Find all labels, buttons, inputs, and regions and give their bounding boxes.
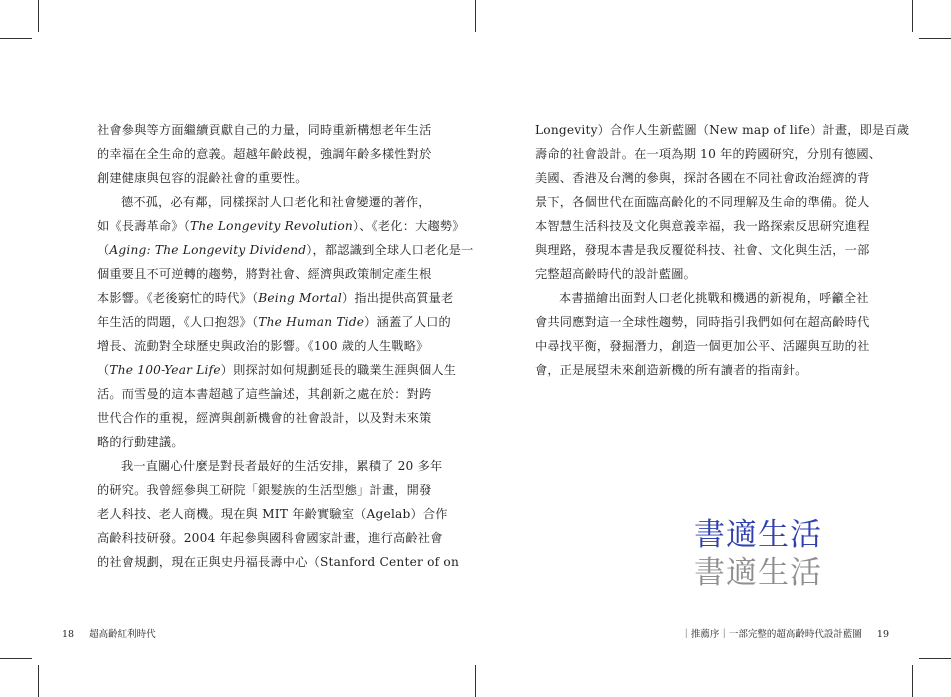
- crop-mark: [38, 0, 39, 32]
- text-line: 我一直關心什麼是對長者最好的生活安排，累積了 20 多年: [121, 459, 443, 473]
- crop-mark: [475, 665, 476, 697]
- text-line: 的研究。我曾經參與工研院「銀髮族的生活型態」計畫，開發: [97, 483, 432, 497]
- crop-mark: [919, 658, 951, 659]
- right-page-body: [535, 118, 910, 382]
- right-folio: [681, 626, 889, 640]
- text-line: 中尋找平衡，發掘潛力，創造一個更加公平、活躍與互助的社: [535, 339, 870, 353]
- text-line: 活。而雪曼的這本書超越了這些論述，其創新之處在於：對跨: [97, 387, 432, 401]
- text-line: 的幸福在全生命的意義。超越年齡歧視，強調年齡多樣性對於: [97, 147, 432, 161]
- paragraph: [97, 454, 459, 574]
- text-line: 本影響。《老後窮忙的時代》（Being Mortal）指出提供高質量老: [97, 291, 454, 305]
- text-line: 社會參與等方面繼續貢獻自己的力量，同時重新構想老年生活: [97, 123, 432, 137]
- crop-mark: [0, 38, 32, 39]
- logo-text-secondary: 書適生活: [694, 555, 822, 591]
- text-line: 年生活的問題，《人口抱怨》（The Human Tide）涵蓋了人口的: [97, 315, 451, 329]
- text-line: 景下，各個世代在面臨高齡化的不同理解及生命的準備。從人: [535, 195, 870, 209]
- page-number: 18: [62, 629, 75, 640]
- crop-mark: [912, 0, 913, 32]
- text-line: 完整超高齡時代的設計藍圖。: [535, 267, 697, 281]
- crop-mark: [0, 658, 32, 659]
- text-line: 創建健康與包容的混齡社會的重要性。: [97, 171, 308, 185]
- paragraph: [97, 190, 474, 454]
- crop-mark: [912, 665, 913, 697]
- text-line: 個重要且不可逆轉的趨勢，將對社會、經濟與政策制定產生根: [97, 267, 432, 281]
- text-line: 如《長壽革命》（The Longevity Revolution）、《老化：大趨勢》: [97, 219, 465, 233]
- text-line: 本智慧生活科技及文化與意義幸福，我一路探索反思研究進程: [535, 219, 870, 233]
- text-line: 與理路，發現本書是我反覆從科技、社會、文化與生活，一部: [535, 243, 870, 257]
- text-line: （Aging: The Longevity Dividend），都認識到全球人口老化是一: [97, 243, 474, 257]
- text-line: 會，正是展望未來創造新機的所有讀者的指南針。: [535, 363, 808, 377]
- left-folio: [62, 626, 156, 640]
- left-page-body: [97, 118, 474, 574]
- logo-text-primary: 書適生活: [694, 517, 822, 553]
- text-line: 增長、流動對全球歷史與政治的影響。《100 歲的人生戰略》: [97, 339, 429, 353]
- paragraph: [535, 286, 870, 382]
- publisher-logo: [694, 516, 834, 592]
- text-line: 老人科技、老人商機。現在與 MIT 年齡實驗室（Agelab）合作: [97, 507, 448, 521]
- text-line: 會共同應對這一全球性趨勢，同時指引我們如何在超高齡時代: [535, 315, 870, 329]
- running-title: ｜推薦序｜一部完整的超高齡時代設計藍圖: [681, 629, 862, 640]
- paragraph: [97, 118, 432, 190]
- paragraph: [535, 118, 910, 286]
- text-line: 德不孤，必有鄰，同樣探討人口老化和社會變遷的著作，: [121, 195, 431, 209]
- text-line: 本書描繪出面對人口老化挑戰和機遇的新視角，呼籲全社: [559, 291, 869, 305]
- crop-mark: [475, 0, 476, 32]
- text-line: 略的行動建議。: [97, 435, 184, 449]
- page-number: 19: [876, 629, 889, 640]
- text-line: 高齡科技研發。2004 年起參與國科會國家計畫，進行高齡社會: [97, 531, 443, 545]
- text-line: 的社會規劃，現在正與史丹福長壽中心（Stanford Center of on: [97, 555, 459, 569]
- text-line: （The 100-Year Life）則探討如何規劃延長的職業生涯與個人生: [97, 363, 457, 377]
- text-line: 美國、香港及台灣的參與，探討各國在不同社會政治經濟的背: [535, 171, 870, 185]
- text-line: 壽命的社會設計。在一項為期 10 年的跨國研究，分別有德國、: [535, 147, 882, 161]
- text-line: 世代合作的重視，經濟與創新機會的社會設計，以及對未來策: [97, 411, 432, 425]
- text-line: Longevity）合作人生新藍圖（New map of life）計畫，即是百歲: [535, 123, 910, 137]
- running-title: 超高齡紅利時代: [89, 629, 156, 640]
- crop-mark: [38, 665, 39, 697]
- crop-mark: [919, 38, 951, 39]
